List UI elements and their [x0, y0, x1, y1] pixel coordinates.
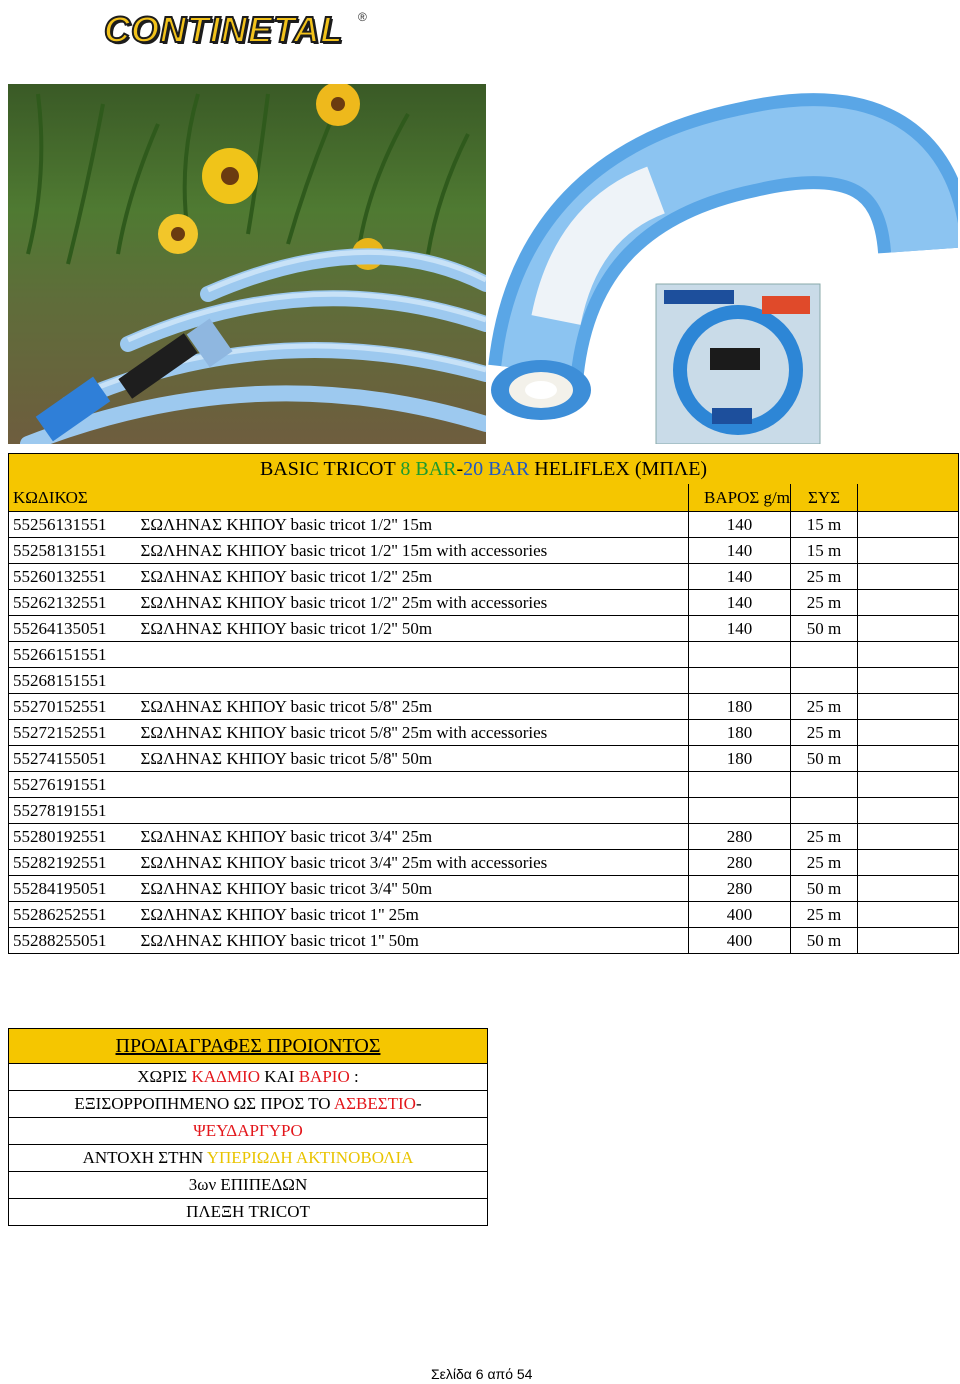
row-weight: 280 [689, 824, 791, 850]
row-description [137, 772, 689, 798]
row-description: ΣΩΛΗΝΑΣ ΚΗΠΟΥ basic tricot 1'' 50m [137, 928, 689, 954]
row-code: 55278191551 [9, 798, 137, 824]
table-row [9, 512, 959, 538]
row-pack: 25 m [791, 824, 858, 850]
spec-line-4-cell [9, 1145, 488, 1172]
spec-line-1-cell [9, 1064, 488, 1091]
spec-2a: ΕΞΙΣΟΡΡΟΠΗΜΕΝΟ ΩΣ ΠΡΟΣ ΤΟ [74, 1094, 334, 1113]
row-weight: 140 [689, 590, 791, 616]
row-code: 55260132551 [9, 564, 137, 590]
spec-2b: ΑΣΒΕΣΤΙΟ [333, 1094, 416, 1113]
table-row [9, 538, 959, 564]
row-weight: 140 [689, 538, 791, 564]
table-row [9, 824, 959, 850]
table-row [9, 590, 959, 616]
header-empty [858, 484, 959, 512]
row-empty [858, 668, 959, 694]
spec-line-6 [9, 1199, 488, 1226]
row-code: 55264135051 [9, 616, 137, 642]
spec-line-2 [9, 1091, 488, 1118]
registered-mark: ® [358, 10, 367, 24]
row-empty [858, 772, 959, 798]
row-empty [858, 590, 959, 616]
spec-line-4 [9, 1145, 488, 1172]
row-code: 55256131551 [9, 512, 137, 538]
table-row [9, 694, 959, 720]
spec-line-5-cell: 3ων ΕΠΙΠΕΔΩΝ [9, 1172, 488, 1199]
header-weight: ΒΑΡΟΣ g/m [689, 484, 791, 512]
row-pack: 15 m [791, 512, 858, 538]
row-weight: 140 [689, 512, 791, 538]
spec-line-2-cell [9, 1091, 488, 1118]
row-pack: 25 m [791, 720, 858, 746]
row-empty [858, 798, 959, 824]
spec-3a: ΨΕΥΔΑΡΓΥΡΟ [193, 1121, 303, 1140]
spec-1d: ΒΑΡΙΟ [298, 1067, 350, 1086]
header-description [137, 484, 689, 512]
row-weight: 180 [689, 746, 791, 772]
row-weight: 180 [689, 694, 791, 720]
row-empty [858, 902, 959, 928]
title-part-4: 20 BAR [463, 458, 530, 480]
row-code: 55266151551 [9, 642, 137, 668]
row-description: ΣΩΛΗΝΑΣ ΚΗΠΟΥ basic tricot 5/8'' 25m with accessories [137, 720, 689, 746]
row-empty [858, 694, 959, 720]
row-pack [791, 642, 858, 668]
row-code: 55270152551 [9, 694, 137, 720]
spec-2c: - [415, 1094, 422, 1113]
row-weight [689, 772, 791, 798]
table-row [9, 720, 959, 746]
row-description: ΣΩΛΗΝΑΣ ΚΗΠΟΥ basic tricot 1'' 25m [137, 902, 689, 928]
row-weight: 140 [689, 564, 791, 590]
spec-line-3-cell [9, 1118, 488, 1145]
row-code: 55286252551 [9, 902, 137, 928]
product-table [8, 453, 959, 954]
row-pack [791, 668, 858, 694]
row-code: 55280192551 [9, 824, 137, 850]
spec-1b: ΚΑΔΜΙΟ [191, 1067, 260, 1086]
row-code: 55274155051 [9, 746, 137, 772]
table-header-row [9, 484, 959, 512]
spec-1c: ΚΑΙ [260, 1067, 299, 1086]
row-pack: 50 m [791, 746, 858, 772]
row-weight [689, 668, 791, 694]
specs-title: ΠΡΟΔΙΑΓΡΑΦΕΣ ΠΡΟΙΟΝΤΟΣ [9, 1029, 488, 1064]
spec-4a: ΑΝΤΟΧΗ ΣΤΗΝ [82, 1148, 207, 1167]
title-part-2: 8 BAR [400, 458, 457, 480]
table-row [9, 616, 959, 642]
row-description [137, 668, 689, 694]
row-description [137, 642, 689, 668]
row-code: 55282192551 [9, 850, 137, 876]
table-row [9, 798, 959, 824]
row-empty [858, 564, 959, 590]
row-pack: 25 m [791, 564, 858, 590]
table-title [9, 454, 959, 485]
row-pack: 50 m [791, 616, 858, 642]
row-empty [858, 876, 959, 902]
spec-4b: ΥΠΕΡΙΩΔΗ ΑΚΤΙΝΟΒΟΛΙΑ [206, 1148, 414, 1167]
spec-1e: : [349, 1067, 359, 1086]
header-pack: ΣΥΣ [791, 484, 858, 512]
row-description: ΣΩΛΗΝΑΣ ΚΗΠΟΥ basic tricot 1/2'' 25m with accessories [137, 590, 689, 616]
title-part-5: HELIFLEX (ΜΠΛΕ) [529, 458, 708, 480]
row-weight: 400 [689, 928, 791, 954]
title-part-3: - [456, 458, 464, 480]
row-weight: 140 [689, 616, 791, 642]
table-title-row [9, 454, 959, 485]
table-row [9, 668, 959, 694]
row-empty [858, 642, 959, 668]
row-code: 55284195051 [9, 876, 137, 902]
row-pack: 25 m [791, 694, 858, 720]
row-code: 55272152551 [9, 720, 137, 746]
row-empty [858, 616, 959, 642]
row-empty [858, 512, 959, 538]
row-weight: 180 [689, 720, 791, 746]
row-code: 55258131551 [9, 538, 137, 564]
row-empty [858, 850, 959, 876]
title-part-1: BASIC TRICOT [259, 458, 401, 480]
row-description: ΣΩΛΗΝΑΣ ΚΗΠΟΥ basic tricot 3/4'' 50m [137, 876, 689, 902]
row-description: ΣΩΛΗΝΑΣ ΚΗΠΟΥ basic tricot 1/2'' 15m [137, 512, 689, 538]
header-code: ΚΩΔΙΚΟΣ [9, 484, 137, 512]
row-pack: 50 m [791, 876, 858, 902]
table-row [9, 642, 959, 668]
row-weight: 280 [689, 876, 791, 902]
brand-logo [104, 8, 374, 54]
row-description: ΣΩΛΗΝΑΣ ΚΗΠΟΥ basic tricot 1/2'' 25m [137, 564, 689, 590]
table-row [9, 746, 959, 772]
row-pack: 15 m [791, 538, 858, 564]
spec-line-1 [9, 1064, 488, 1091]
table-row [9, 928, 959, 954]
row-pack: 25 m [791, 850, 858, 876]
row-weight: 280 [689, 850, 791, 876]
table-row [9, 902, 959, 928]
row-description: ΣΩΛΗΝΑΣ ΚΗΠΟΥ basic tricot 3/4'' 25m with accessories [137, 850, 689, 876]
specs-title-row [9, 1029, 488, 1064]
row-empty [858, 928, 959, 954]
table-row [9, 876, 959, 902]
garden-photo-art [8, 84, 486, 444]
specs-box [8, 1028, 488, 1226]
row-empty [858, 538, 959, 564]
row-pack [791, 798, 858, 824]
table-body [9, 512, 959, 954]
row-description: ΣΩΛΗΝΑΣ ΚΗΠΟΥ basic tricot 5/8'' 50m [137, 746, 689, 772]
row-weight [689, 642, 791, 668]
spec-line-5 [9, 1172, 488, 1199]
row-weight: 400 [689, 902, 791, 928]
row-pack: 25 m [791, 902, 858, 928]
row-code: 55276191551 [9, 772, 137, 798]
row-pack [791, 772, 858, 798]
row-code: 55268151551 [9, 668, 137, 694]
logo-text: CONTINETAL [104, 9, 344, 50]
page-number: Σελίδα 6 από 54 [431, 1366, 533, 1382]
row-pack: 50 m [791, 928, 858, 954]
spec-1a: ΧΩΡΙΣ [137, 1067, 192, 1086]
row-empty [858, 824, 959, 850]
table-row [9, 772, 959, 798]
row-code: 55288255051 [9, 928, 137, 954]
row-description [137, 798, 689, 824]
row-weight [689, 798, 791, 824]
row-empty [858, 746, 959, 772]
row-pack: 25 m [791, 590, 858, 616]
spec-line-6-cell: ΠΛΕΞΗ TRICOT [9, 1199, 488, 1226]
table-row [9, 850, 959, 876]
row-description: ΣΩΛΗΝΑΣ ΚΗΠΟΥ basic tricot 1/2'' 50m [137, 616, 689, 642]
spec-line-3 [9, 1118, 488, 1145]
hose-product-photo [486, 70, 958, 444]
row-code: 55262132551 [9, 590, 137, 616]
garden-hose-photo [8, 84, 486, 444]
table-row [9, 564, 959, 590]
hose-photo-art [486, 70, 958, 444]
row-empty [858, 720, 959, 746]
row-description: ΣΩΛΗΝΑΣ ΚΗΠΟΥ basic tricot 1/2'' 15m with accessories [137, 538, 689, 564]
row-description: ΣΩΛΗΝΑΣ ΚΗΠΟΥ basic tricot 5/8'' 25m [137, 694, 689, 720]
row-description: ΣΩΛΗΝΑΣ ΚΗΠΟΥ basic tricot 3/4'' 25m [137, 824, 689, 850]
